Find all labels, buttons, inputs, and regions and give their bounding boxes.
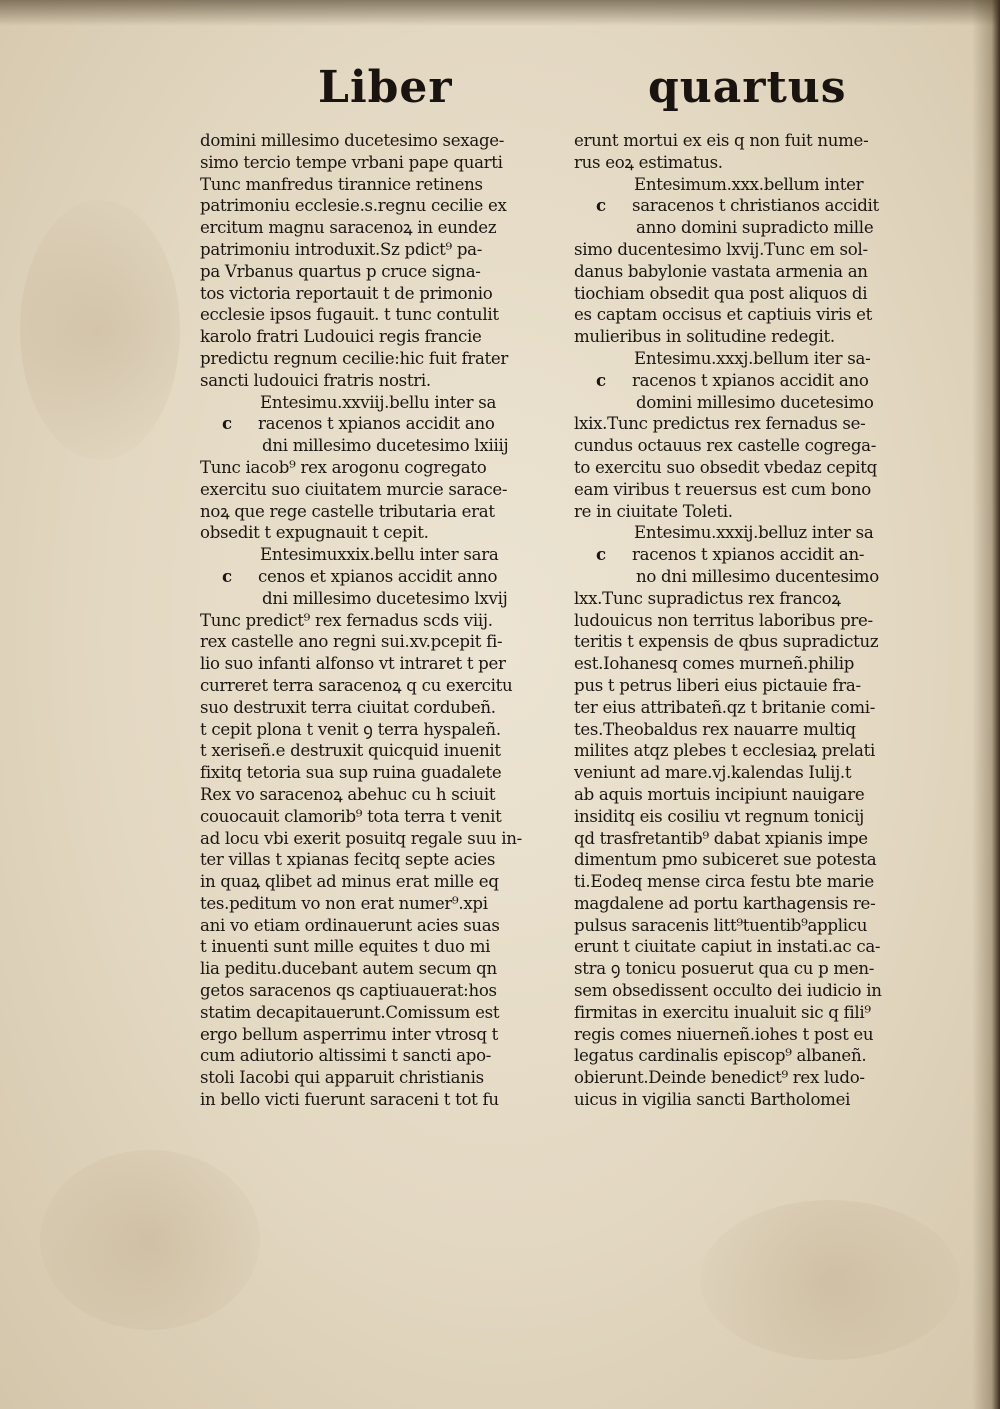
paper-stain [40, 1150, 260, 1330]
line-text: in quaꝝ qlibet ad minus erat mille eq [200, 872, 499, 892]
text-line [574, 174, 930, 196]
text-line [574, 653, 930, 675]
text-line [200, 457, 542, 479]
text-line [200, 195, 542, 217]
text-line [574, 588, 930, 610]
text-line [574, 501, 930, 523]
text-line [200, 893, 542, 915]
text-line [574, 195, 930, 217]
text-line [574, 348, 930, 370]
text-line [200, 936, 542, 958]
text-line [200, 544, 542, 566]
line-text: lio suo infanti alfonso vt intraret t per [200, 654, 506, 674]
text-line [574, 762, 930, 784]
line-text: getos saracenos qs captiuauerat:hos [200, 981, 497, 1001]
line-text: tos victoria reportauit t de primonio [200, 283, 493, 303]
text-line [200, 348, 542, 370]
line-text: cenos et xpianos accidit anno [258, 566, 498, 586]
line-text: milites atqz plebes t ecclesiaꝝ prelati [574, 741, 876, 761]
text-line [574, 326, 930, 348]
line-text: lxix.Tunc predictus rex fernadus se- [574, 414, 866, 434]
line-text: domini millesimo ducetesimo [636, 392, 874, 412]
running-head-left: Liber [318, 62, 453, 113]
text-line [574, 915, 930, 937]
text-line [574, 130, 930, 152]
text-line [574, 806, 930, 828]
line-text: est.Iohanesq comes murneñ.philip [574, 654, 855, 674]
line-text: Rex vo saracenoꝝ abehuc cu h sciuit [200, 784, 496, 804]
text-line [574, 740, 930, 762]
line-text: ad locu vbi exerit posuitq regale suu in- [200, 828, 522, 848]
line-text: patrimoniu ecclesie.s.regnu cecilie ex [200, 196, 507, 216]
line-text: insiditq eis cosiliu vt regnum tonicij [574, 806, 864, 826]
line-text: qd trasfretantib⁹ dabat xpianis impe [574, 828, 868, 848]
line-text: patrimoniu introduxit.Sz pdict⁹ pa- [200, 239, 483, 259]
line-text: couocauit clamorib⁹ tota terra t venit [200, 806, 502, 826]
line-text: stoli Iacobi qui apparuit christianis [200, 1068, 484, 1088]
line-text: rex castelle ano regni sui.xv.pcepit fi- [200, 632, 503, 652]
line-text: ti.Eodeq mense circa festu bte marie [574, 872, 874, 892]
text-line [200, 631, 542, 653]
text-line [574, 871, 930, 893]
line-text: Tunc predict⁹ rex fernadus scds viij. [200, 610, 493, 630]
text-line [200, 980, 542, 1002]
text-line [574, 1089, 930, 1111]
line-text: saracenos t christianos accidit [632, 196, 879, 216]
text-line [200, 958, 542, 980]
line-text: exercitu suo ciuitatem murcie sarace- [200, 479, 508, 499]
line-text: ter eius attribateñ.qz t britanie comi- [574, 697, 876, 717]
text-line [574, 217, 930, 239]
text-line [200, 479, 542, 501]
line-text: to exercitu suo obsedit vbedaz cepitq [574, 457, 877, 477]
text-line [200, 1089, 542, 1111]
text-line [200, 1024, 542, 1046]
line-text: pulsus saracenis litt⁹tuentib⁹applicu [574, 915, 868, 935]
line-text: t xeriseñ.e destruxit quicquid inuenit [200, 741, 501, 761]
line-text: erunt mortui ex eis q non fuit nume- [574, 131, 869, 150]
text-line [574, 1024, 930, 1046]
text-line [200, 697, 542, 719]
text-line [574, 304, 930, 326]
text-line [200, 522, 542, 544]
line-text: rus eoꝝ estimatus. [574, 152, 723, 172]
text-line [574, 980, 930, 1002]
line-text: stra ꝯ tonicu posuerut qua cu p men- [574, 959, 875, 979]
text-line [574, 413, 930, 435]
text-line [200, 566, 542, 588]
text-line [200, 806, 542, 828]
text-line [200, 740, 542, 762]
line-text: karolo fratri Ludouici regis francie [200, 327, 482, 347]
line-text: pa Vrbanus quartus p cruce signa- [200, 261, 481, 281]
line-text: sem obsedissent occulto dei iudicio in [574, 981, 882, 1001]
line-text: statim decapitauerunt.Comissum est [200, 1002, 500, 1022]
line-text: teritis t expensis de qbus supradictuz [574, 632, 879, 652]
line-text: dni millesimo ducetesimo lxiiij [262, 436, 509, 456]
line-text: tes.peditum vo non erat numer⁹.xpi [200, 893, 488, 913]
line-text: obierunt.Deinde benedict⁹ rex ludo- [574, 1068, 865, 1088]
line-text: domini millesimo ducetesimo sexage- [200, 131, 505, 150]
line-text: Entesimu.xxviij.bellu inter sa [260, 392, 497, 412]
line-text: Entesimu.xxxj.bellum iter sa- [634, 348, 871, 368]
line-text: ecclesie ipsos fugauit. t tunc contulit [200, 305, 499, 325]
text-line [574, 152, 930, 174]
line-text: magdalene ad portu karthagensis re- [574, 893, 876, 913]
line-text: Entesimu.xxxij.belluz inter sa [634, 523, 874, 543]
line-text: uicus in vigilia sancti Bartholomei [574, 1090, 851, 1110]
line-text: racenos t xpianos accidit ano [258, 414, 495, 434]
text-line [574, 566, 930, 588]
text-line [574, 370, 930, 392]
text-line [200, 239, 542, 261]
text-line [574, 719, 930, 741]
text-line [200, 828, 542, 850]
line-text: ab aquis mortuis incipiunt nauigare [574, 784, 865, 804]
text-line [200, 413, 542, 435]
line-text: lia peditu.ducebant autem secum qn [200, 959, 497, 979]
text-line [200, 261, 542, 283]
text-line [200, 217, 542, 239]
section-marker: c [596, 544, 606, 565]
line-text: obsedit t expugnauit t cepit. [200, 523, 429, 543]
text-line [200, 283, 542, 305]
text-line [574, 283, 930, 305]
line-text: tiochiam obsedit qua post aliquos di [574, 283, 868, 303]
line-text: dni millesimo ducetesimo lxvij [262, 588, 508, 608]
line-text: Entesimuxxix.bellu inter sara [260, 545, 499, 565]
text-line [574, 392, 930, 414]
text-line [200, 915, 542, 937]
paper-stain [20, 200, 180, 460]
line-text: anno domini supradicto mille [636, 218, 874, 238]
line-text: cundus octauus rex castelle cogrega- [574, 436, 877, 456]
text-line [200, 1067, 542, 1089]
text-line [574, 958, 930, 980]
line-text: veniunt ad mare.vj.kalendas Iulij.t [574, 763, 852, 783]
section-marker: c [222, 565, 232, 586]
text-line [200, 152, 542, 174]
text-line [574, 893, 930, 915]
line-text: Tunc manfredus tirannice retinens [200, 174, 483, 194]
line-text: dimentum pmo subiceret sue potesta [574, 850, 877, 870]
text-line [200, 304, 542, 326]
line-text: Tunc iacob⁹ rex arogonu cogregato [200, 457, 487, 477]
line-text: firmitas in exercitu inualuit sic q fili⁹ [574, 1002, 871, 1022]
text-line [574, 544, 930, 566]
line-text: racenos t xpianos accidit an- [632, 545, 865, 565]
section-marker: c [222, 413, 232, 434]
text-line [574, 435, 930, 457]
line-text: tes.Theobaldus rex nauarre multiq [574, 719, 856, 739]
line-text: racenos t xpianos accidit ano [632, 370, 869, 390]
text-line [574, 261, 930, 283]
text-line [574, 479, 930, 501]
line-text: fixitq tetoria sua sup ruina guadalete [200, 763, 502, 783]
text-line [200, 1002, 542, 1024]
text-line [200, 1045, 542, 1067]
page-shadow-top [0, 0, 1000, 26]
line-text: mulieribus in solitudine redegit. [574, 327, 835, 347]
text-line [200, 871, 542, 893]
line-text: Entesimum.xxx.bellum inter [634, 174, 864, 194]
line-text: in bello victi fuerunt saraceni t tot fu [200, 1090, 499, 1110]
text-line [574, 522, 930, 544]
line-text: predictu regnum cecilie:hic fuit frater [200, 348, 509, 368]
text-line [200, 501, 542, 523]
text-line [574, 849, 930, 871]
section-marker: c [596, 195, 606, 216]
section-marker: c [596, 369, 606, 390]
line-text: ter villas t xpianas fecitq septe acies [200, 850, 496, 870]
text-column-left [200, 130, 542, 1111]
text-line [574, 1045, 930, 1067]
text-line [200, 130, 542, 152]
text-line [574, 239, 930, 261]
text-line [574, 697, 930, 719]
line-text: es captam occisus et captiuis viris et [574, 305, 872, 325]
text-line [574, 610, 930, 632]
paper-stain [700, 1200, 960, 1360]
text-line [574, 675, 930, 697]
text-line [200, 653, 542, 675]
line-text: simo tercio tempe vrbani pape quarti [200, 152, 503, 172]
text-line [200, 435, 542, 457]
text-line [200, 784, 542, 806]
line-text: re in ciuitate Toleti. [574, 501, 733, 521]
line-text: suo destruxit terra ciuitat cordubeñ. [200, 697, 496, 717]
line-text: t inuenti sunt mille equites t duo mi [200, 937, 491, 957]
line-text: cum adiutorio altissimi t sancti apo- [200, 1046, 492, 1066]
text-line [574, 1067, 930, 1089]
line-text: curreret terra saracenoꝝ q cu exercitu [200, 675, 513, 695]
line-text: sancti ludouici fratris nostri. [200, 370, 431, 390]
line-text: lxx.Tunc supradictus rex francoꝝ [574, 588, 841, 608]
line-text: eam viribus t reuersus est cum bono [574, 479, 871, 499]
text-line [200, 762, 542, 784]
line-text: legatus cardinalis episcop⁹ albaneñ. [574, 1046, 867, 1066]
text-line [574, 631, 930, 653]
text-line [574, 828, 930, 850]
line-text: ani vo etiam ordinauerunt acies suas [200, 915, 500, 935]
text-line [574, 936, 930, 958]
page-edge-right [972, 0, 1000, 1409]
text-line [200, 370, 542, 392]
text-line [200, 588, 542, 610]
line-text: ercitum magnu saracenoꝝ in eundez [200, 218, 497, 238]
text-line [200, 675, 542, 697]
running-head-right: quartus [648, 62, 847, 113]
text-line [574, 1002, 930, 1024]
text-line [200, 392, 542, 414]
line-text: simo ducentesimo lxvij.Tunc em sol- [574, 239, 868, 259]
text-line [200, 849, 542, 871]
line-text: ergo bellum asperrimu inter vtrosq t [200, 1024, 499, 1044]
text-line [574, 457, 930, 479]
text-line [200, 610, 542, 632]
line-text: t cepit plona t venit ꝯ terra hyspaleñ. [200, 719, 501, 739]
line-text: no dni millesimo ducentesimo [636, 566, 879, 586]
line-text: danus babylonie vastata armenia an [574, 261, 868, 281]
line-text: erunt t ciuitate capiut in instati.ac ca- [574, 937, 881, 957]
line-text: regis comes niuerneñ.iohes t post eu [574, 1024, 874, 1044]
text-column-right [574, 130, 930, 1111]
line-text: pus t petrus liberi eius pictauie fra- [574, 675, 861, 695]
text-line [200, 719, 542, 741]
line-text: ludouicus non territus laboribus pre- [574, 610, 873, 630]
text-line [200, 326, 542, 348]
text-line [200, 174, 542, 196]
line-text: noꝝ que rege castelle tributaria erat [200, 501, 495, 521]
text-line [574, 784, 930, 806]
